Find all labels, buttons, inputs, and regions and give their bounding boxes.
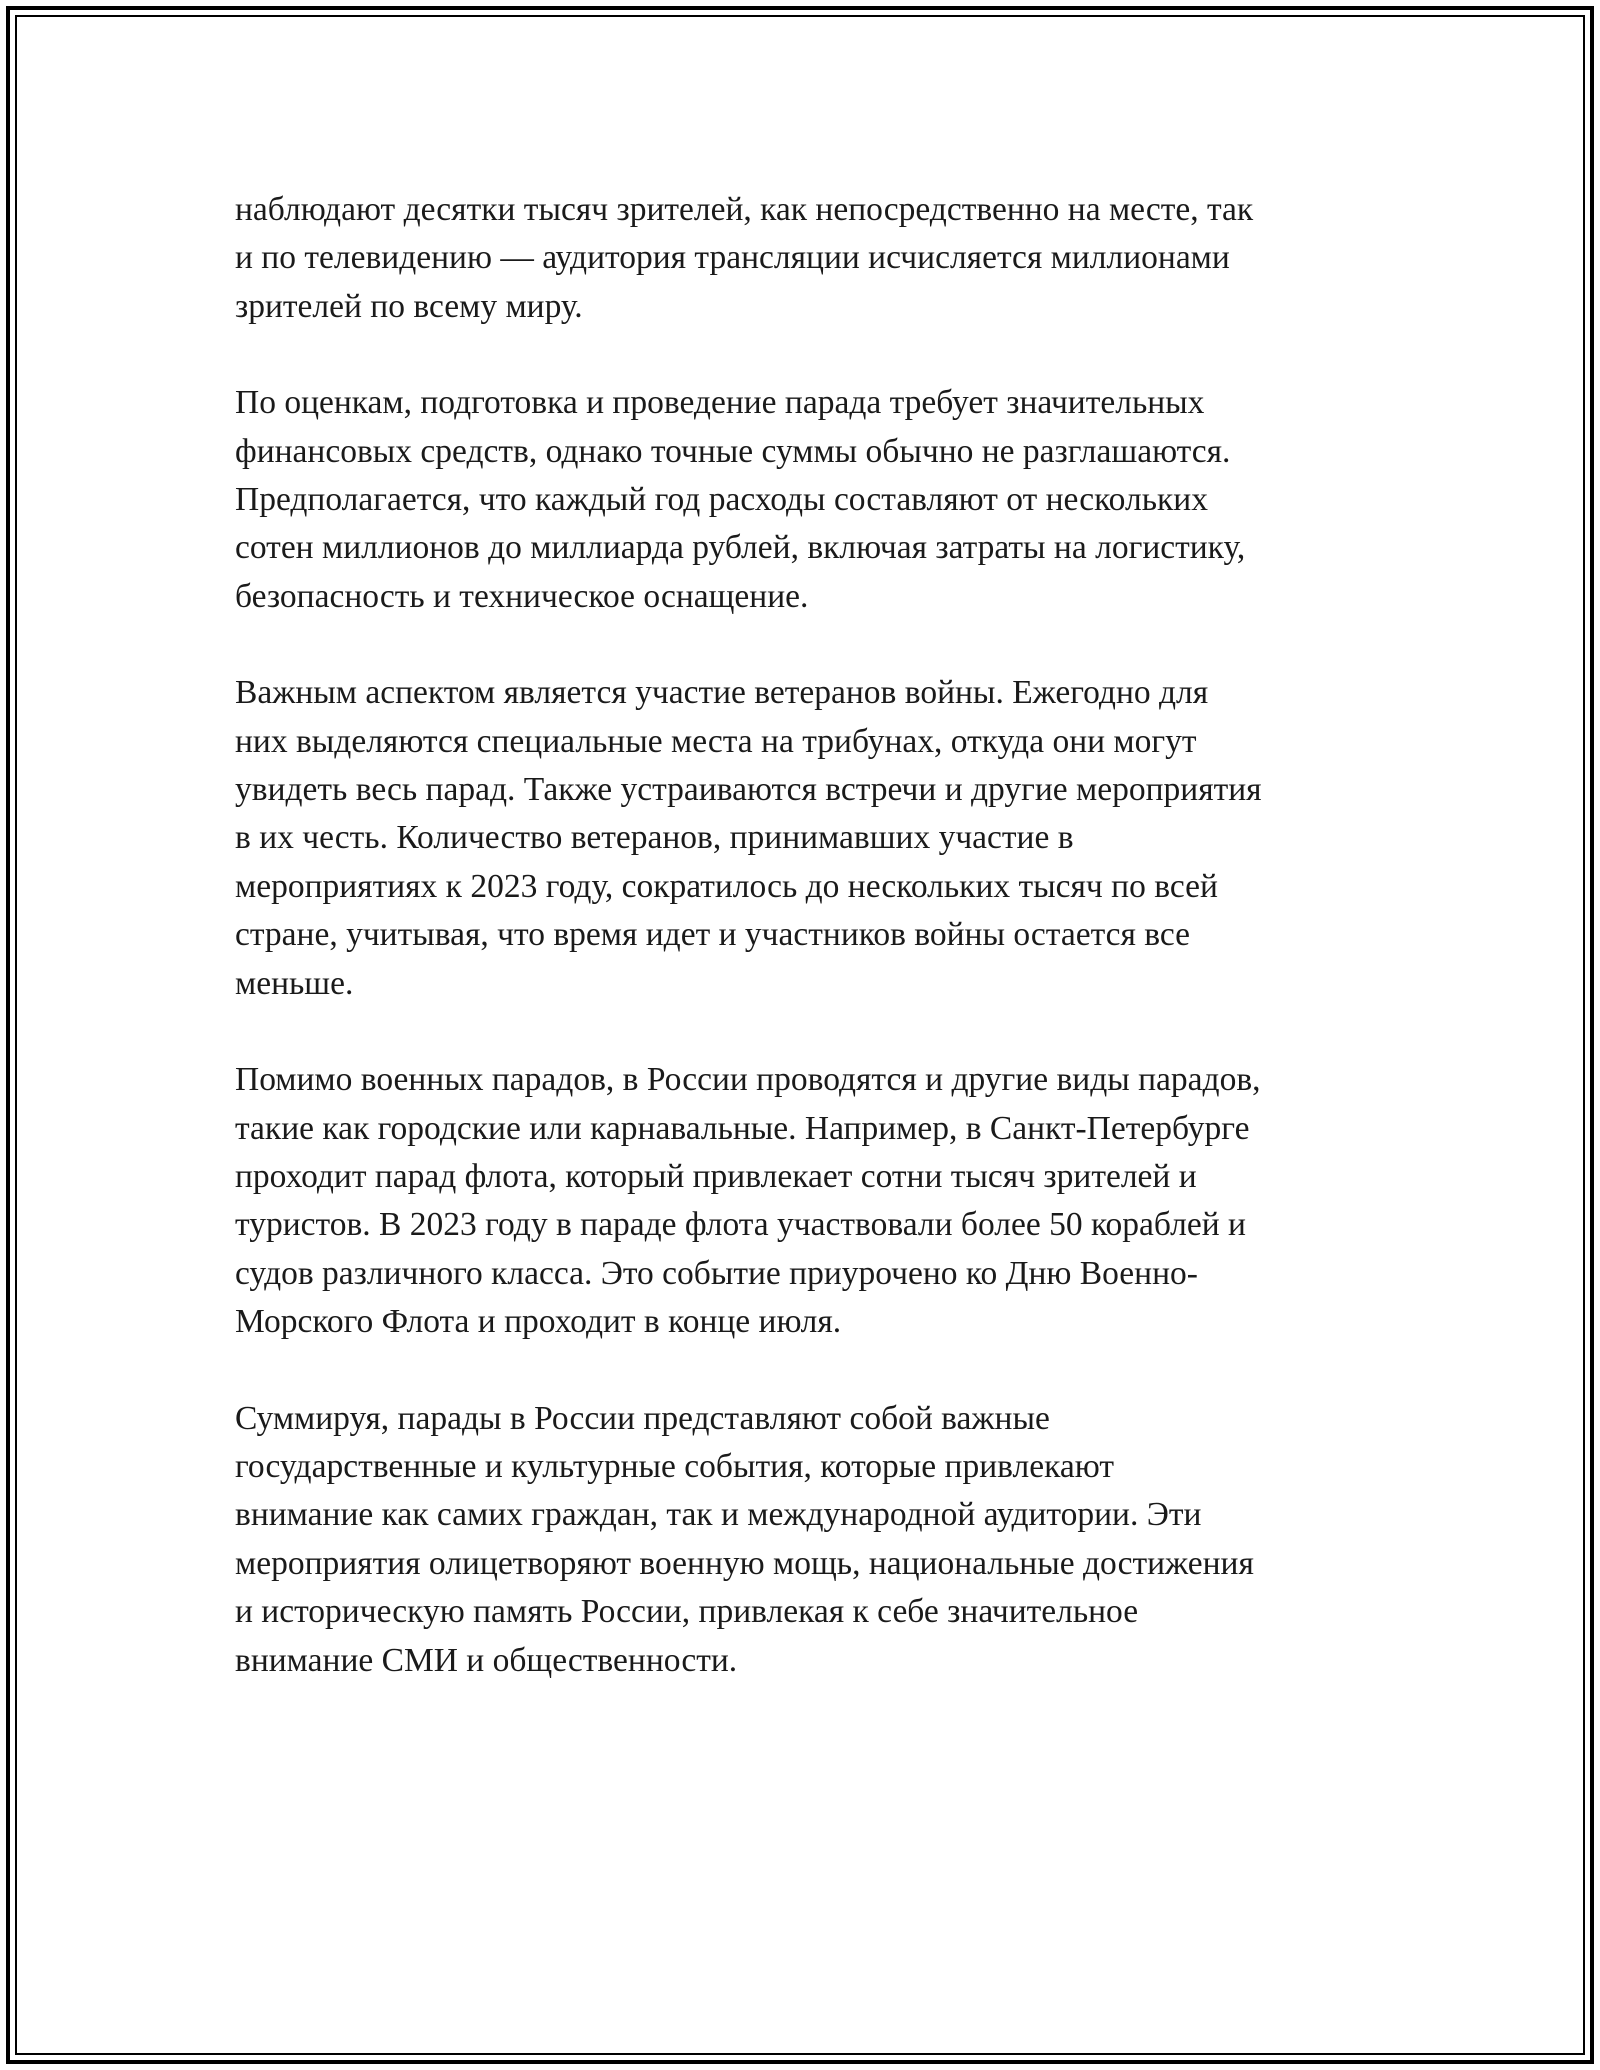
text-line: наблюдают десятки тысяч зрителей, как непосредственно на месте, так (235, 191, 1254, 228)
text-line: стране, учитывая, что время идет и участников войны остается все (235, 916, 1191, 954)
text-line: сотен миллионов до миллиарда рублей, включая затраты на логистику, (235, 529, 1246, 567)
paragraph-4 (235, 1056, 1380, 1346)
text-line: такие как городские или карнавальные. Например, в Санкт-Петербурге (235, 1109, 1250, 1147)
text-line: меньше. (235, 964, 354, 1002)
text-line: увидеть весь парад. Также устраиваются встречи и другие мероприятия (235, 771, 1262, 809)
text-line: и по телевидению — аудитория трансляции исчисляется миллионами (235, 239, 1230, 277)
text-line: мероприятия олицетворяют военную мощь, национальные достижения (235, 1544, 1254, 1582)
document-body (235, 186, 1380, 1733)
text-line: них выделяются специальные места на трибунах, откуда они могут (235, 722, 1197, 760)
paragraph-3 (235, 669, 1380, 1008)
text-line: проходит парад флота, который привлекает сотни тысяч зрителей и (235, 1157, 1197, 1195)
text-line: Помимо военных парадов, в России проводятся и другие виды парадов, (235, 1061, 1261, 1099)
text-line: мероприятиях к 2023 году, сократилось до нескольких тысяч по всей (235, 867, 1218, 905)
paragraph-2 (235, 379, 1380, 621)
text-line: туристов. В 2023 году в параде флота участвовали более 50 кораблей и (235, 1206, 1246, 1244)
text-line: судов различного класса. Это событие приурочено ко Дню Военно- (235, 1254, 1198, 1292)
text-line: внимание как самих граждан, так и международной аудитории. Эти (235, 1496, 1202, 1534)
text-line: и историческую память России, привлекая к себе значительное (235, 1593, 1139, 1631)
text-line: зрителей по всему миру. (235, 287, 583, 325)
text-line: безопасность и техническое оснащение. (235, 577, 809, 615)
text-line: Морского Флота и проходит в конце июля. (235, 1303, 842, 1341)
text-line: внимание СМИ и общественности. (235, 1641, 738, 1679)
text-line: Предполагается, что каждый год расходы составляют от нескольких (235, 481, 1208, 519)
text-line: в их честь. Количество ветеранов, принимавших участие в (235, 819, 1074, 857)
paragraph-5 (235, 1395, 1380, 1685)
text-line: Важным аспектом является участие ветеранов войны. Ежегодно для (235, 674, 1209, 712)
text-line: государственные и культурные события, которые привлекают (235, 1447, 1114, 1485)
text-line: финансовых средств, однако точные суммы обычно не разглашаются. (235, 432, 1231, 470)
paragraph-1 (235, 186, 1380, 331)
text-line: По оценкам, подготовка и проведение парада требует значительных (235, 384, 1205, 422)
text-line: Суммируя, парады в России представляют собой важные (235, 1399, 1050, 1437)
